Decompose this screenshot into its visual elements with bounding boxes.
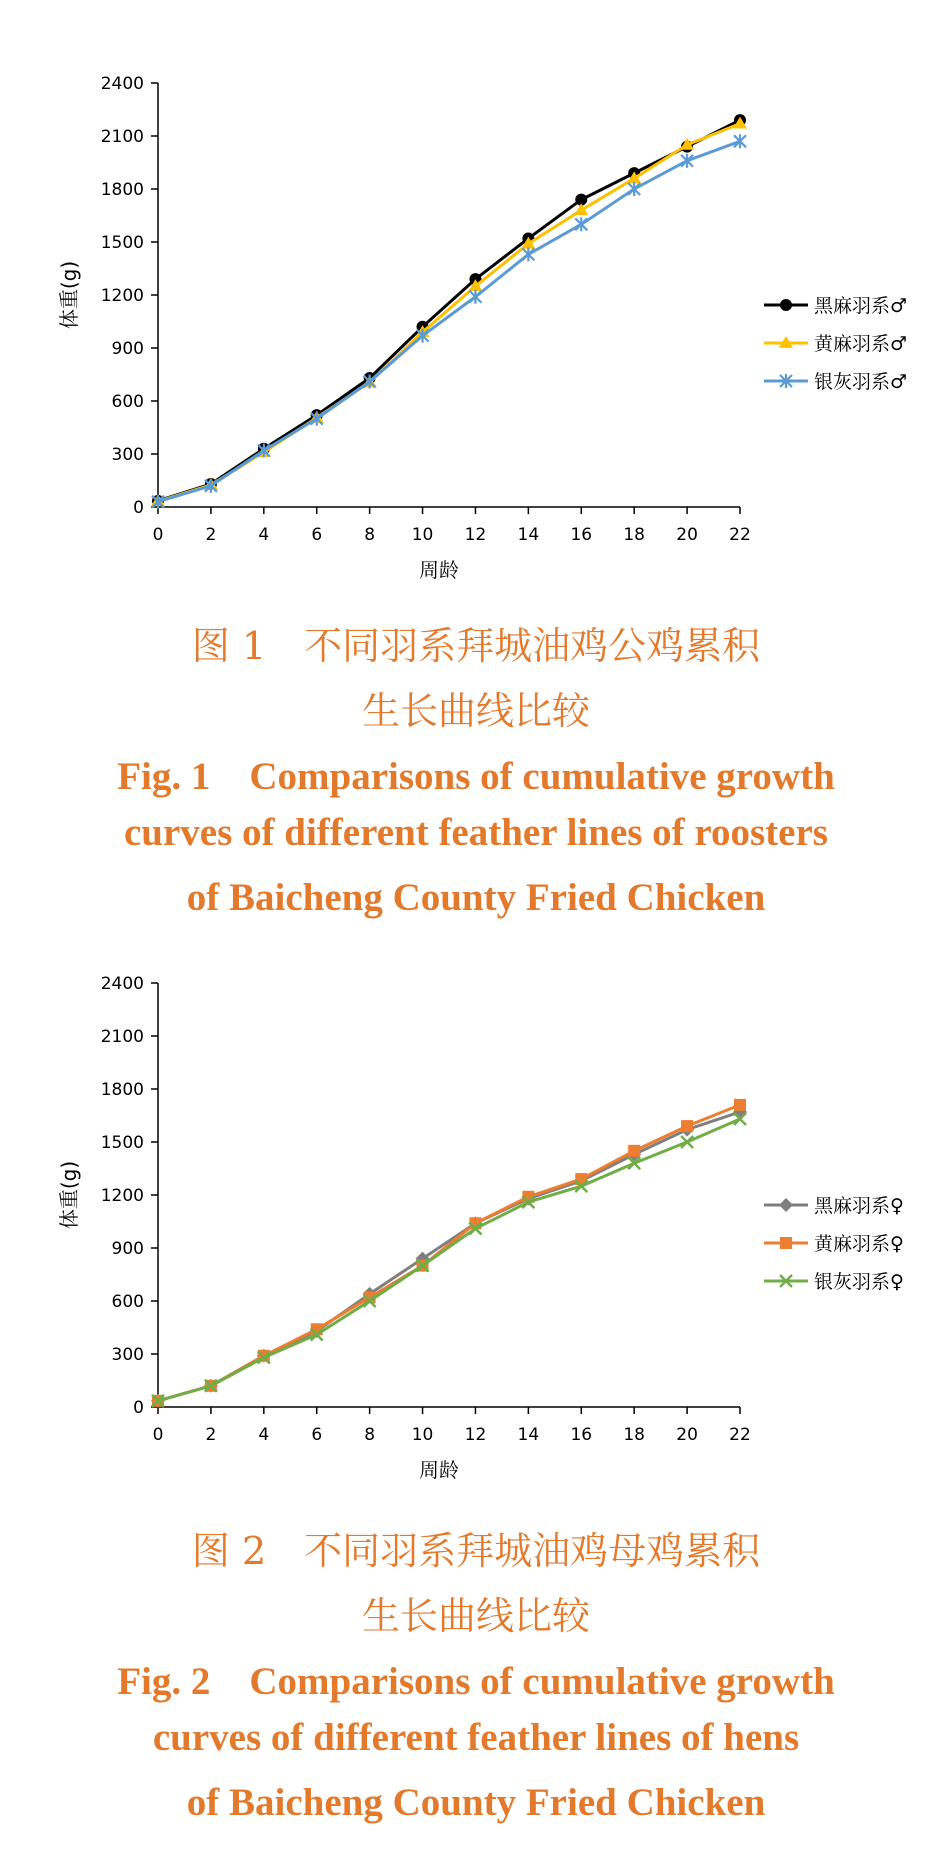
x-tick-label: 12 [464,1425,487,1445]
legend-item [764,333,907,355]
legend-label: 黄麻羽系♂ [814,333,908,355]
data-point [628,1145,640,1157]
caption-en-line3: of Baicheng County Fried Chicken [186,1781,766,1824]
caption-zh-line2: 生长曲线比较 [361,689,590,733]
y-tick-label: 1200 [100,1186,144,1206]
series-line [158,1105,740,1401]
x-tick-label: 0 [152,1425,164,1445]
y-tick-label: 2100 [100,1027,144,1047]
legend-label: 黄麻羽系♀ [814,1233,904,1255]
legend [764,1195,904,1293]
y-tick-label: 2400 [100,74,144,94]
x-tick-label: 10 [411,525,434,545]
series-1 [151,1105,747,1408]
chart-2 [0,900,952,1500]
y-tick-label: 0 [133,1398,144,1418]
legend-marker [779,1198,793,1212]
x-tick-label: 2 [205,525,217,545]
series-3 [152,1113,746,1407]
y-tick-label: 600 [111,392,144,412]
x-tick-label: 22 [729,525,751,545]
x-tick-label: 16 [570,525,593,545]
x-tick-label: 22 [729,1425,751,1445]
data-point [522,247,534,261]
y-tick-label: 2400 [100,974,144,994]
y-tick-label: 1800 [100,180,144,200]
caption-zh-line1: 图 2 不同羽系拜城油鸡母鸡累积 [191,1529,761,1573]
y-tick-label: 1200 [100,286,144,306]
caption-en-line3: of Baicheng County Fried Chicken [186,876,766,919]
caption-en-line2: curves of different feather lines of roosters [124,811,828,854]
x-tick-label: 10 [411,1425,434,1445]
x-tick-label: 14 [517,1425,540,1445]
legend-label: 银灰羽系♂ [814,371,908,393]
y-tick-label: 2100 [100,127,144,147]
y-tick-label: 600 [111,1292,144,1312]
legend-item [764,1233,904,1255]
series-3 [152,134,746,508]
series-line [158,141,740,501]
y-tick-label: 300 [111,1345,144,1365]
legend-item [764,1271,904,1293]
series-line [158,1119,740,1401]
x-tick-label: 18 [623,1425,646,1445]
legend-label: 银灰羽系♀ [814,1271,904,1293]
chart-1 [0,0,952,600]
legend-label: 黑麻羽系♂ [814,295,908,317]
x-tick-label: 0 [152,525,164,545]
caption-en-line1: Fig. 2 Comparisons of cumulative growth [117,1660,835,1703]
x-tick-label: 4 [258,1425,270,1445]
x-tick-label: 12 [464,525,487,545]
x-tick-label: 6 [311,1425,323,1445]
legend-item [764,1195,904,1217]
caption-zh-line2: 生长曲线比较 [361,1594,590,1638]
data-point [681,1136,693,1148]
x-tick-label: 14 [517,525,540,545]
y-tick-label: 300 [111,445,144,465]
legend [764,295,907,393]
x-axis-title: 周龄 [419,1458,459,1482]
y-axis-title: 体重(g) [57,1160,81,1230]
x-tick-label: 8 [364,1425,376,1445]
caption-en-line2: curves of different feather lines of hens [152,1716,800,1759]
caption-en-line1: Fig. 1 Comparisons of cumulative growth [117,755,835,798]
legend-marker [780,299,792,311]
data-point [575,217,587,231]
x-tick-label: 4 [258,525,270,545]
y-tick-label: 1500 [100,1133,144,1153]
x-tick-label: 2 [205,1425,217,1445]
caption-zh-line1: 图 1 不同羽系拜城油鸡公鸡累积 [191,624,761,668]
data-point [734,1099,746,1111]
legend-label: 黑麻羽系♀ [814,1195,904,1217]
x-tick-label: 18 [623,525,646,545]
y-tick-label: 1500 [100,233,144,253]
x-tick-label: 20 [676,525,698,545]
data-point [628,182,640,196]
x-tick-label: 16 [570,1425,593,1445]
x-tick-label: 6 [311,525,323,545]
y-axis-title: 体重(g) [57,260,81,330]
legend-marker [780,1237,792,1249]
y-tick-label: 900 [111,1239,144,1259]
y-tick-label: 0 [133,498,144,518]
x-axis-title: 周龄 [419,558,459,582]
x-tick-label: 20 [676,1425,698,1445]
legend-item [764,295,907,317]
data-point [469,290,481,304]
y-tick-label: 900 [111,339,144,359]
legend-item [764,371,907,393]
y-tick-label: 1800 [100,1080,144,1100]
x-tick-label: 8 [364,525,376,545]
data-point [681,1120,693,1132]
